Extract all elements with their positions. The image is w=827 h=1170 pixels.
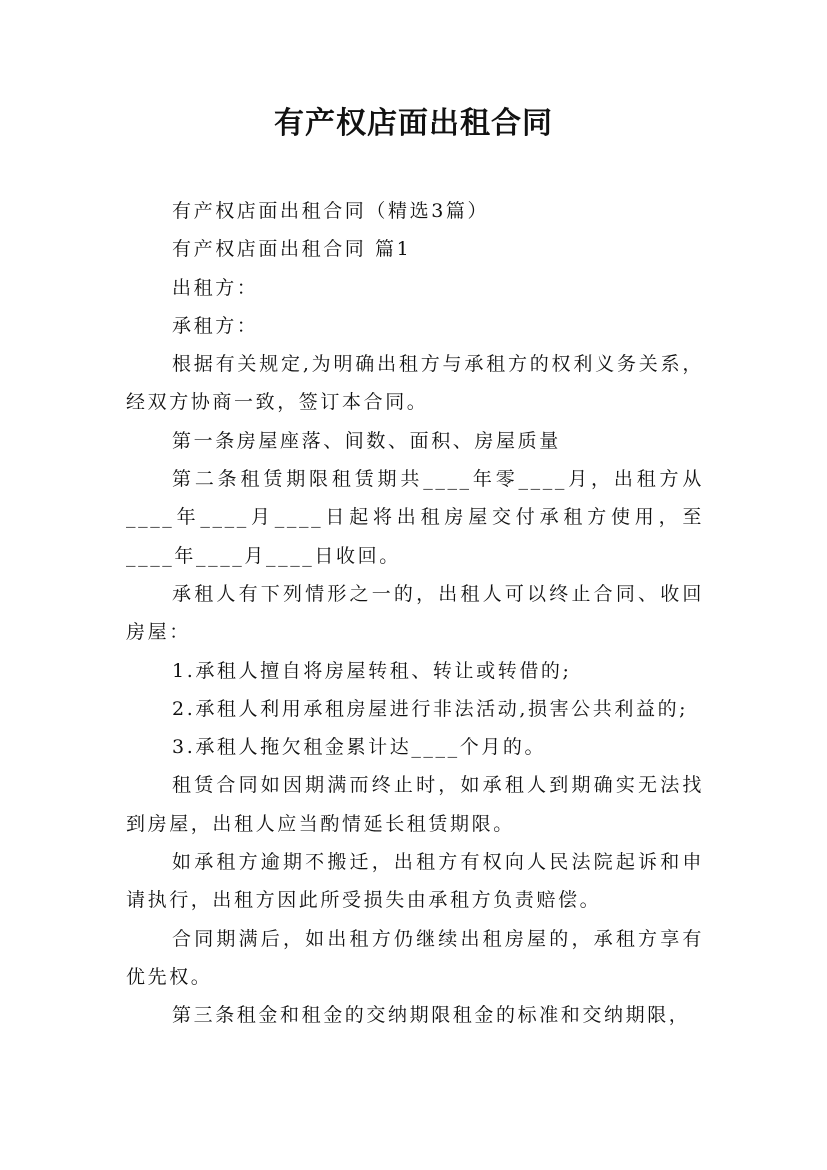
preamble-paragraph: 根据有关规定,为明确出租方与承租方的权利义务关系，经双方协商一致，签订本合同。 xyxy=(126,353,704,414)
termination-item-1: 1.承租人擅自将房屋转租、转让或转借的; xyxy=(172,659,572,682)
subtitle-selection: 有产权店面出租合同（精选3篇） xyxy=(172,200,490,222)
lessee-line: 承租方： xyxy=(172,314,259,337)
document-title: 有产权店面出租合同 xyxy=(274,106,553,141)
section-heading-part1: 有产权店面出租合同 篇1 xyxy=(172,238,412,261)
termination-intro-paragraph: 承租人有下列情形之一的，出租人可以终止合同、收回房屋： xyxy=(126,582,704,644)
priority-paragraph: 合同期满后，如出租方仍继续出租房屋的，承租方享有优先权。 xyxy=(126,927,704,988)
article-2-paragraph: 第二条租赁期限租赁期共____年零____月，出租方从____年____月____日起将出租房屋交付承租方使用，至____年____月____日收回。 xyxy=(126,468,704,567)
overdue-paragraph: 如承租方逾期不搬迁，出租方有权向人民法院起诉和申请执行，出租方因此所受损失由承租方负责赔偿。 xyxy=(126,851,704,912)
lessor-line: 出租方： xyxy=(172,276,259,299)
termination-item-2: 2.承租人利用承租房屋进行非法活动,损害公共利益的; xyxy=(172,697,689,720)
termination-item-3: 3.承租人拖欠租金累计达____个月的。 xyxy=(172,736,547,759)
article-1-heading: 第一条房屋座落、间数、面积、房屋质量 xyxy=(172,429,561,452)
extension-paragraph: 租赁合同如因期满而终止时，如承租人到期确实无法找到房屋，出租人应当酌情延长租赁期限。 xyxy=(126,774,704,835)
article-3-paragraph: 第三条租金和租金的交纳期限租金的标准和交纳期限， xyxy=(172,1004,691,1027)
document-body xyxy=(126,192,704,1035)
